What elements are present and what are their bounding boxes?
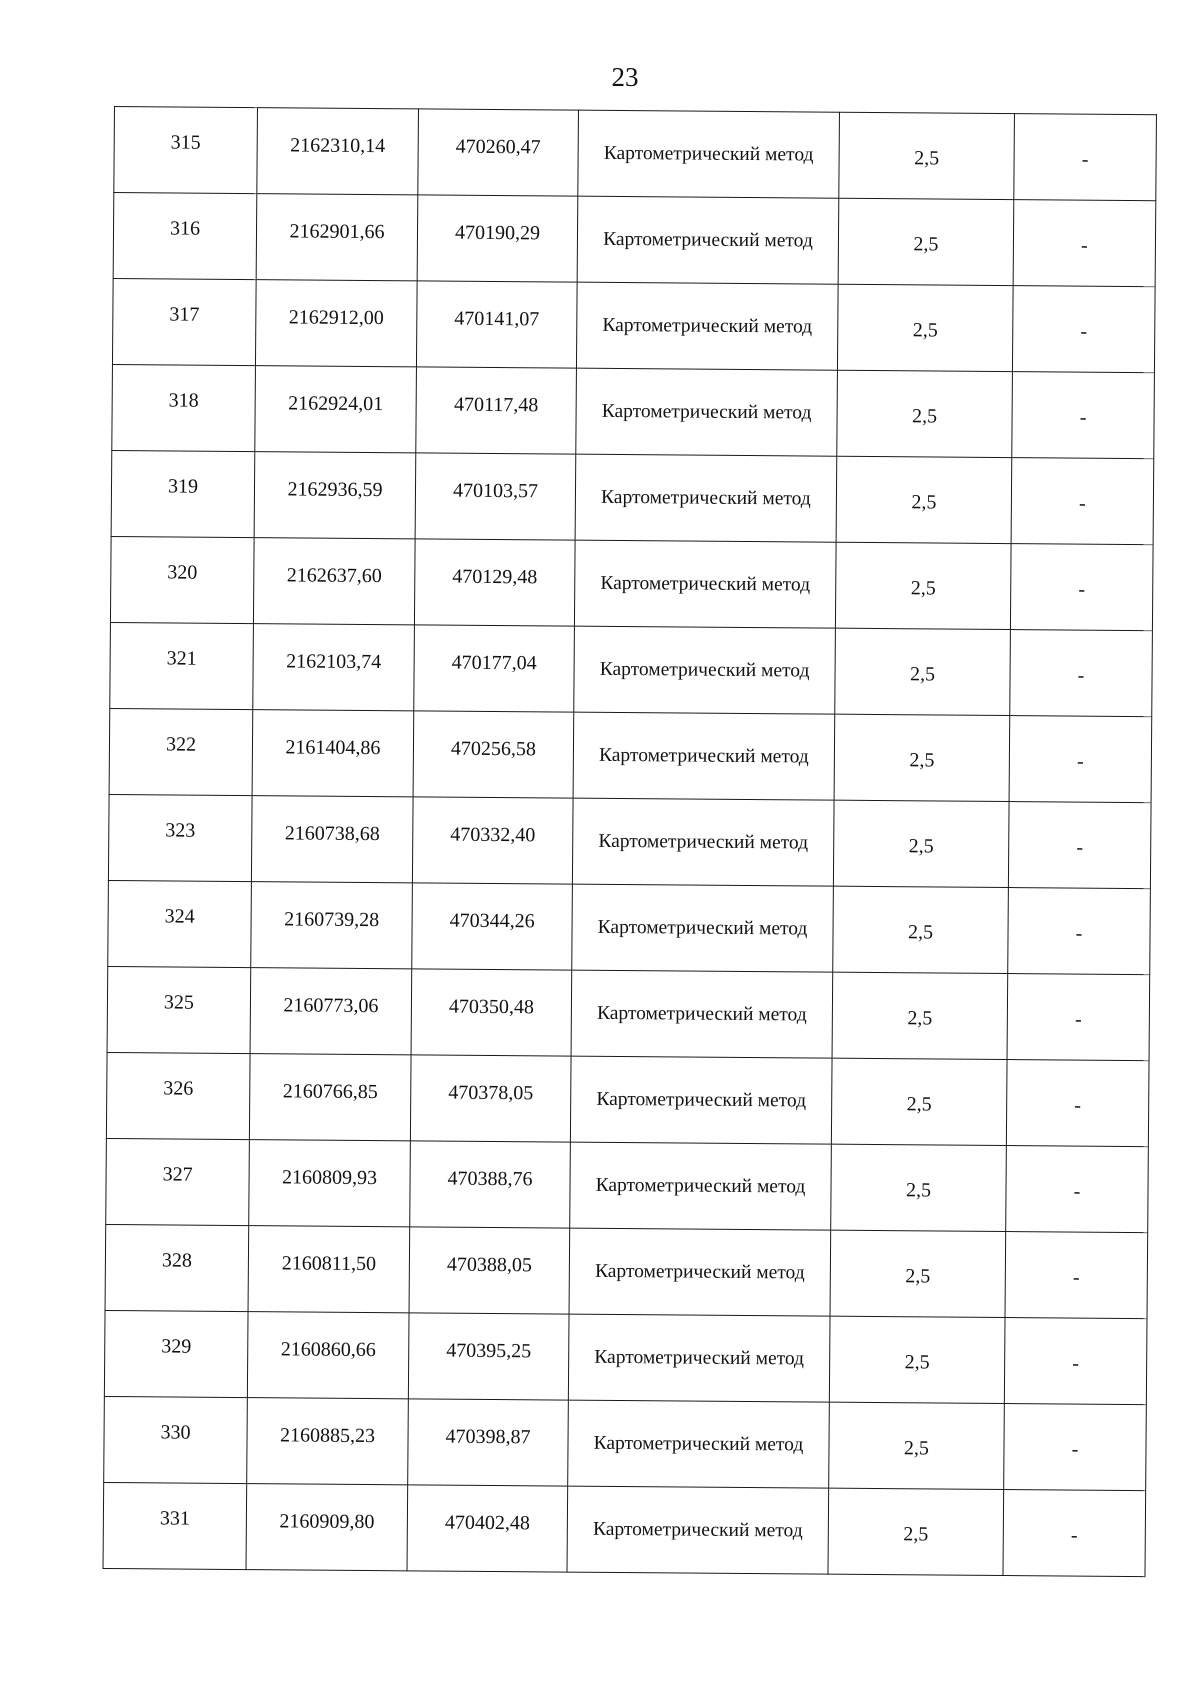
precision-cell-text: 2,5 — [906, 1093, 932, 1116]
note-cell-text: - — [1078, 578, 1086, 601]
point-number-cell-text: 329 — [161, 1335, 192, 1358]
x-coordinate-cell-text: 2160809,93 — [282, 1166, 378, 1190]
precision-cell — [832, 972, 1008, 1059]
precision-cell-text: 2,5 — [908, 835, 934, 858]
x-coordinate-cell — [257, 108, 419, 195]
method-cell — [572, 884, 834, 972]
y-coordinate-cell-text: 470395,25 — [446, 1339, 532, 1363]
y-coordinate-cell — [413, 711, 574, 798]
method-cell-text: Картометрический метод — [592, 1518, 803, 1542]
precision-cell — [829, 1316, 1005, 1403]
x-coordinate-cell — [247, 1398, 409, 1485]
note-cell — [1004, 1318, 1147, 1405]
note-cell-text: - — [1075, 922, 1083, 945]
note-cell-text: - — [1080, 320, 1088, 343]
x-coordinate-cell-text: 2162924,01 — [288, 392, 384, 416]
note-cell-text: - — [1071, 1438, 1079, 1461]
table-row — [104, 1310, 1147, 1404]
point-number-cell — [108, 880, 252, 967]
x-coordinate-cell — [250, 968, 412, 1055]
point-number-cell — [104, 1396, 248, 1483]
x-coordinate-cell — [249, 1054, 411, 1141]
method-cell — [572, 798, 834, 886]
x-coordinate-cell-text: 2162637,60 — [286, 564, 382, 588]
point-number-cell-text: 324 — [164, 905, 195, 928]
precision-cell — [831, 1058, 1007, 1145]
y-coordinate-cell-text: 470256,58 — [450, 737, 537, 761]
precision-cell-text: 2,5 — [910, 577, 936, 600]
y-coordinate-cell-text: 470398,87 — [445, 1425, 531, 1449]
y-coordinate-cell-text: 470129,48 — [452, 565, 538, 589]
precision-cell — [835, 542, 1011, 629]
note-cell — [1012, 372, 1155, 459]
point-number-cell — [113, 193, 257, 280]
precision-cell-text: 2,5 — [907, 921, 934, 944]
table-row — [108, 794, 1151, 888]
x-coordinate-cell-text: 2160811,50 — [281, 1252, 377, 1276]
method-cell-text: Картометрический метод — [603, 228, 813, 252]
table-row — [113, 193, 1156, 287]
point-number-cell-text: 321 — [166, 647, 197, 670]
method-cell-text: Картометрический метод — [603, 142, 814, 166]
precision-cell — [829, 1402, 1005, 1489]
method-cell-text: Картометрический метод — [599, 658, 810, 682]
precision-cell — [837, 370, 1013, 457]
precision-cell — [836, 456, 1012, 543]
x-coordinate-cell — [248, 1226, 410, 1313]
method-cell-text: Картометрический метод — [595, 1174, 806, 1198]
point-number-cell — [105, 1224, 249, 1311]
note-cell-text: - — [1081, 234, 1088, 257]
y-coordinate-cell-text: 470388,76 — [447, 1167, 533, 1191]
precision-cell-text: 2,5 — [913, 233, 939, 256]
precision-cell — [835, 628, 1011, 715]
method-cell — [568, 1314, 830, 1402]
x-coordinate-cell-text: 2160739,28 — [284, 908, 380, 932]
precision-cell-text: 2,5 — [911, 491, 937, 514]
note-cell — [1006, 1146, 1149, 1233]
x-coordinate-cell — [251, 796, 413, 883]
note-cell — [1011, 458, 1154, 545]
point-number-cell — [111, 450, 255, 537]
y-coordinate-cell — [409, 1227, 570, 1314]
y-coordinate-cell-text: 470344,26 — [449, 909, 535, 933]
x-coordinate-cell — [246, 1484, 408, 1571]
note-cell — [1003, 1490, 1146, 1577]
x-coordinate-cell — [249, 1140, 411, 1227]
note-cell-text: - — [1072, 1352, 1080, 1375]
note-cell — [1009, 716, 1152, 803]
note-cell-text: - — [1072, 1266, 1080, 1289]
method-cell-text: Картометрический метод — [596, 1002, 807, 1026]
precision-cell-text: 2,5 — [909, 749, 935, 772]
point-number-cell-text: 316 — [169, 217, 201, 240]
point-number-cell — [106, 1138, 250, 1225]
table-row — [106, 1052, 1149, 1146]
method-cell-text: Картометрический метод — [593, 1432, 804, 1456]
point-number-cell — [114, 107, 258, 194]
method-cell — [577, 196, 839, 284]
point-number-cell — [107, 966, 251, 1053]
note-cell-text: - — [1076, 836, 1084, 859]
note-cell-text: - — [1076, 750, 1084, 773]
precision-cell — [838, 198, 1014, 285]
point-number-cell — [110, 622, 254, 709]
method-cell — [567, 1486, 829, 1574]
note-cell — [1008, 888, 1151, 975]
method-cell — [578, 110, 840, 198]
note-cell-text: - — [1079, 406, 1087, 429]
precision-cell-text: 2,5 — [907, 1007, 933, 1030]
y-coordinate-cell — [415, 453, 576, 540]
point-number-cell-text: 322 — [165, 733, 197, 756]
x-coordinate-cell — [251, 882, 413, 969]
method-cell-text: Картометрический метод — [601, 486, 811, 510]
table-row — [111, 450, 1154, 544]
x-coordinate-cell-text: 2160860,66 — [280, 1338, 376, 1362]
point-number-cell-text: 320 — [167, 561, 198, 584]
point-number-cell-text: 328 — [161, 1249, 193, 1272]
note-cell — [1014, 114, 1157, 201]
method-cell — [576, 368, 838, 456]
x-coordinate-cell — [253, 624, 415, 711]
y-coordinate-cell — [416, 281, 577, 368]
point-number-cell-text: 318 — [168, 389, 199, 412]
method-cell — [576, 282, 838, 370]
point-number-cell — [112, 364, 256, 451]
note-cell — [1007, 974, 1150, 1061]
point-number-cell — [103, 1482, 247, 1569]
table-row — [105, 1224, 1148, 1318]
precision-cell — [833, 886, 1009, 973]
point-number-cell — [106, 1052, 250, 1139]
x-coordinate-cell-text: 2160738,68 — [284, 822, 380, 846]
precision-cell — [837, 284, 1013, 371]
table-row — [109, 708, 1152, 802]
note-cell — [1005, 1232, 1148, 1319]
x-coordinate-cell-text: 2160885,23 — [279, 1424, 376, 1448]
note-cell-text: - — [1070, 1524, 1078, 1547]
table-row — [108, 880, 1151, 974]
note-cell — [1006, 1060, 1149, 1147]
table-row — [110, 622, 1153, 716]
note-cell — [1004, 1404, 1147, 1491]
method-cell-text: Картометрический метод — [602, 314, 813, 338]
point-number-cell-text: 315 — [170, 131, 201, 154]
point-number-cell — [104, 1310, 248, 1397]
x-coordinate-cell — [255, 280, 417, 367]
x-coordinate-cell — [255, 366, 417, 453]
page-number: 23 — [611, 62, 639, 92]
precision-cell-text: 2,5 — [903, 1437, 930, 1460]
note-cell-text: - — [1074, 1094, 1082, 1117]
coordinates-table-container — [103, 106, 1156, 1577]
note-cell — [1012, 286, 1155, 373]
x-coordinate-cell-text: 2160773,06 — [283, 994, 379, 1018]
y-coordinate-cell — [408, 1313, 569, 1400]
method-cell — [570, 1142, 832, 1230]
table-row — [112, 364, 1155, 458]
y-coordinate-cell — [411, 969, 572, 1056]
table-row — [114, 107, 1157, 201]
method-cell — [573, 712, 835, 800]
method-cell — [574, 540, 836, 628]
method-cell-text: Картометрический метод — [594, 1260, 805, 1284]
y-coordinate-cell-text: 470103,57 — [452, 479, 539, 503]
precision-cell-text: 2,5 — [909, 663, 936, 686]
precision-cell — [830, 1230, 1006, 1317]
point-number-cell — [112, 278, 256, 365]
method-cell-text: Картометрический метод — [594, 1346, 805, 1370]
x-coordinate-cell — [247, 1312, 409, 1399]
precision-cell — [831, 1144, 1007, 1231]
point-number-cell-text: 325 — [163, 991, 195, 1014]
x-coordinate-cell — [252, 710, 414, 797]
precision-cell-text: 2,5 — [905, 1179, 932, 1202]
point-number-cell-text: 331 — [159, 1507, 190, 1530]
coordinates-table-body — [103, 107, 1156, 1577]
y-coordinate-cell-text: 470402,48 — [444, 1511, 530, 1535]
y-coordinate-cell — [416, 367, 577, 454]
x-coordinate-cell-text: 2162103,74 — [286, 650, 382, 674]
y-coordinate-cell-text: 470388,05 — [446, 1253, 532, 1277]
note-cell-text: - — [1073, 1180, 1081, 1203]
y-coordinate-cell-text: 470190,29 — [454, 221, 541, 245]
point-number-cell — [110, 536, 254, 623]
point-number-cell-text: 330 — [160, 1421, 191, 1444]
x-coordinate-cell-text: 2160766,85 — [282, 1080, 378, 1104]
point-number-cell-text: 327 — [162, 1163, 193, 1186]
precision-cell — [833, 800, 1009, 887]
method-cell — [570, 1056, 832, 1144]
y-coordinate-cell-text: 470177,04 — [451, 651, 537, 675]
x-coordinate-cell-text: 2161404,86 — [285, 736, 381, 760]
point-number-cell — [108, 794, 252, 881]
method-cell-text: Картометрический метод — [600, 572, 811, 596]
y-coordinate-cell — [410, 1055, 571, 1142]
method-cell-text: Картометрический метод — [598, 744, 809, 768]
table-row — [106, 1138, 1149, 1232]
x-coordinate-cell-text: 2160909,80 — [279, 1510, 375, 1534]
y-coordinate-cell-text: 470350,48 — [448, 995, 535, 1019]
precision-cell-text: 2,5 — [912, 405, 938, 428]
note-cell-text: - — [1074, 1008, 1082, 1031]
y-coordinate-cell — [410, 1141, 571, 1228]
point-number-cell-text: 317 — [169, 303, 200, 326]
method-cell-text: Картометрический метод — [596, 1088, 807, 1112]
table-row — [104, 1396, 1147, 1490]
precision-cell — [839, 112, 1015, 199]
table-row — [112, 278, 1155, 372]
y-coordinate-cell — [407, 1485, 568, 1572]
method-cell-text: Картометрический метод — [597, 916, 808, 940]
note-cell-text: - — [1077, 664, 1085, 687]
x-coordinate-cell-text: 2162901,66 — [289, 220, 385, 244]
precision-cell — [834, 714, 1010, 801]
note-cell — [1010, 630, 1153, 717]
y-coordinate-cell — [414, 625, 575, 712]
y-coordinate-cell-text: 470117,48 — [453, 393, 539, 417]
point-number-cell-text: 323 — [165, 819, 196, 842]
y-coordinate-cell-text: 470141,07 — [454, 307, 540, 331]
note-cell — [1008, 802, 1151, 889]
coordinates-table — [103, 106, 1157, 1577]
method-cell — [571, 970, 833, 1058]
point-number-cell-text: 326 — [163, 1077, 194, 1100]
method-cell — [569, 1228, 831, 1316]
y-coordinate-cell-text: 470260,47 — [455, 135, 541, 159]
y-coordinate-cell-text: 470332,40 — [450, 823, 536, 847]
y-coordinate-cell — [408, 1399, 569, 1486]
precision-cell-text: 2,5 — [904, 1351, 930, 1374]
method-cell-text: Картометрический метод — [598, 830, 809, 854]
x-coordinate-cell — [256, 194, 418, 281]
method-cell-text: Картометрический метод — [601, 400, 812, 424]
table-row — [110, 536, 1153, 630]
y-coordinate-cell — [417, 195, 578, 282]
method-cell — [574, 626, 836, 714]
method-cell — [575, 454, 837, 542]
precision-cell-text: 2,5 — [914, 147, 940, 170]
table-row — [103, 1482, 1146, 1576]
x-coordinate-cell-text: 2162912,00 — [288, 306, 384, 330]
x-coordinate-cell-text: 2162936,59 — [287, 478, 383, 502]
table-row — [107, 966, 1150, 1060]
precision-cell-text: 2,5 — [912, 319, 938, 342]
y-coordinate-cell-text: 470378,05 — [448, 1081, 534, 1105]
note-cell-text: - — [1081, 148, 1089, 171]
y-coordinate-cell — [412, 883, 573, 970]
point-number-cell-text: 319 — [167, 475, 199, 498]
note-cell — [1013, 200, 1156, 287]
precision-cell-text: 2,5 — [905, 1265, 931, 1288]
note-cell — [1010, 544, 1153, 631]
precision-cell — [828, 1488, 1004, 1575]
y-coordinate-cell — [412, 797, 573, 884]
y-coordinate-cell — [414, 539, 575, 626]
method-cell — [568, 1400, 830, 1488]
precision-cell-text: 2,5 — [903, 1523, 929, 1546]
point-number-cell — [109, 708, 253, 795]
x-coordinate-cell — [253, 538, 415, 625]
x-coordinate-cell — [254, 452, 416, 539]
y-coordinate-cell — [418, 109, 579, 196]
x-coordinate-cell-text: 2162310,14 — [290, 134, 386, 158]
note-cell-text: - — [1078, 492, 1086, 515]
